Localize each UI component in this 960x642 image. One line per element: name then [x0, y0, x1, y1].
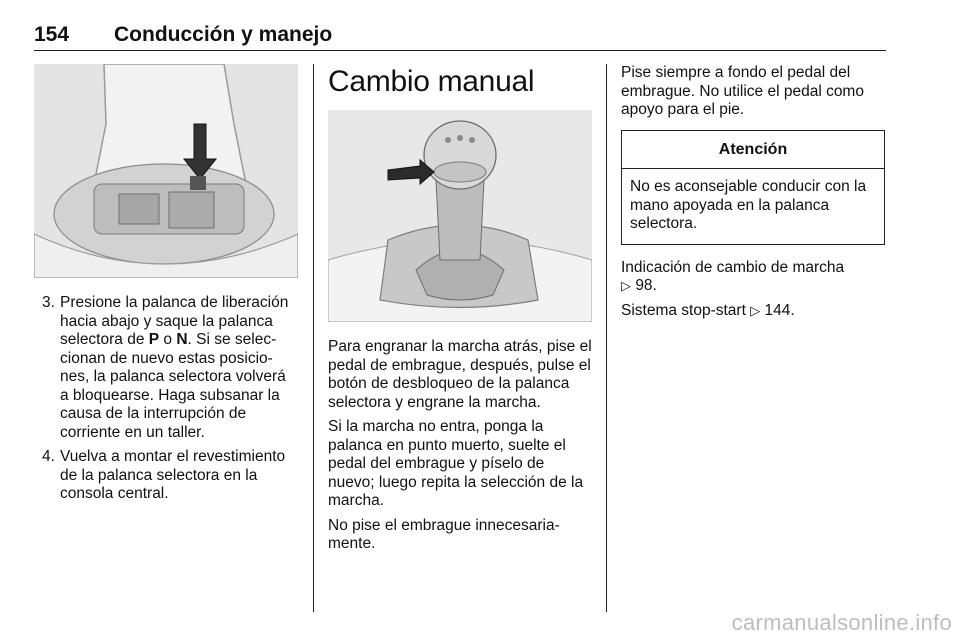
- chapter-title: Conducción y manejo: [114, 23, 333, 46]
- notice-box: [621, 130, 885, 245]
- column-middle: [328, 64, 592, 560]
- gear-knob-illustration: [328, 110, 592, 322]
- intro-paragraph: Pise siempre a fondo el pedal del embrague. No utilice el pedal como apoyo para el pie.: [621, 64, 864, 118]
- steps-list: [34, 294, 298, 504]
- page-header: [34, 20, 886, 51]
- page-reference-icon: ▷: [621, 278, 631, 293]
- selector-lever-illustration: [34, 64, 298, 278]
- notice-title: Atención: [622, 131, 884, 170]
- column-left: [34, 64, 298, 510]
- page-reference-icon: ▷: [750, 302, 761, 318]
- cross-reference: Sistema stop-start ▷ 144.: [621, 301, 795, 319]
- notice-body: No es aconsejable conducir con la mano apoyada en la palanca selectora.: [630, 178, 867, 232]
- page-reference-link[interactable]: 98.: [635, 277, 657, 294]
- paragraph: Si la marcha no entra, ponga la palanca en punto muerto, suelte el pedal del embrague y píselo de nuevo; luego repita la selección de la marcha.: [328, 418, 584, 509]
- column-divider: [313, 64, 314, 612]
- list-item: 4. Vuelva a montar el revestimiento de la palanca selectora en la consola central.: [42, 448, 286, 502]
- section-heading: Cambio manual: [328, 65, 535, 98]
- list-item: 3. Presione la palanca de liberación hacia abajo y saque la palanca selectora de P o N. Si se selec-cionan de nuevo estas posicio-nes, la palanca selectora volverá a bloquearse. Haga subsanar la causa de la interrupción de corriente en un taller.: [42, 294, 289, 441]
- paragraph: No pise el embrague innecesaria-mente.: [328, 516, 560, 552]
- column-divider: [606, 64, 607, 612]
- cross-reference: Indicación de cambio de marcha ▷ 98.: [621, 258, 845, 294]
- page-number: 154: [34, 23, 70, 46]
- page-reference-link[interactable]: 144.: [764, 301, 795, 319]
- watermark: carmanualsonline.info: [731, 610, 952, 635]
- paragraph: Para engranar la marcha atrás, pise el pedal de embrague, después, pulse el botón de desbloqueo de la palanca selectora y engrane la marcha.: [328, 338, 592, 411]
- column-right: [621, 64, 885, 326]
